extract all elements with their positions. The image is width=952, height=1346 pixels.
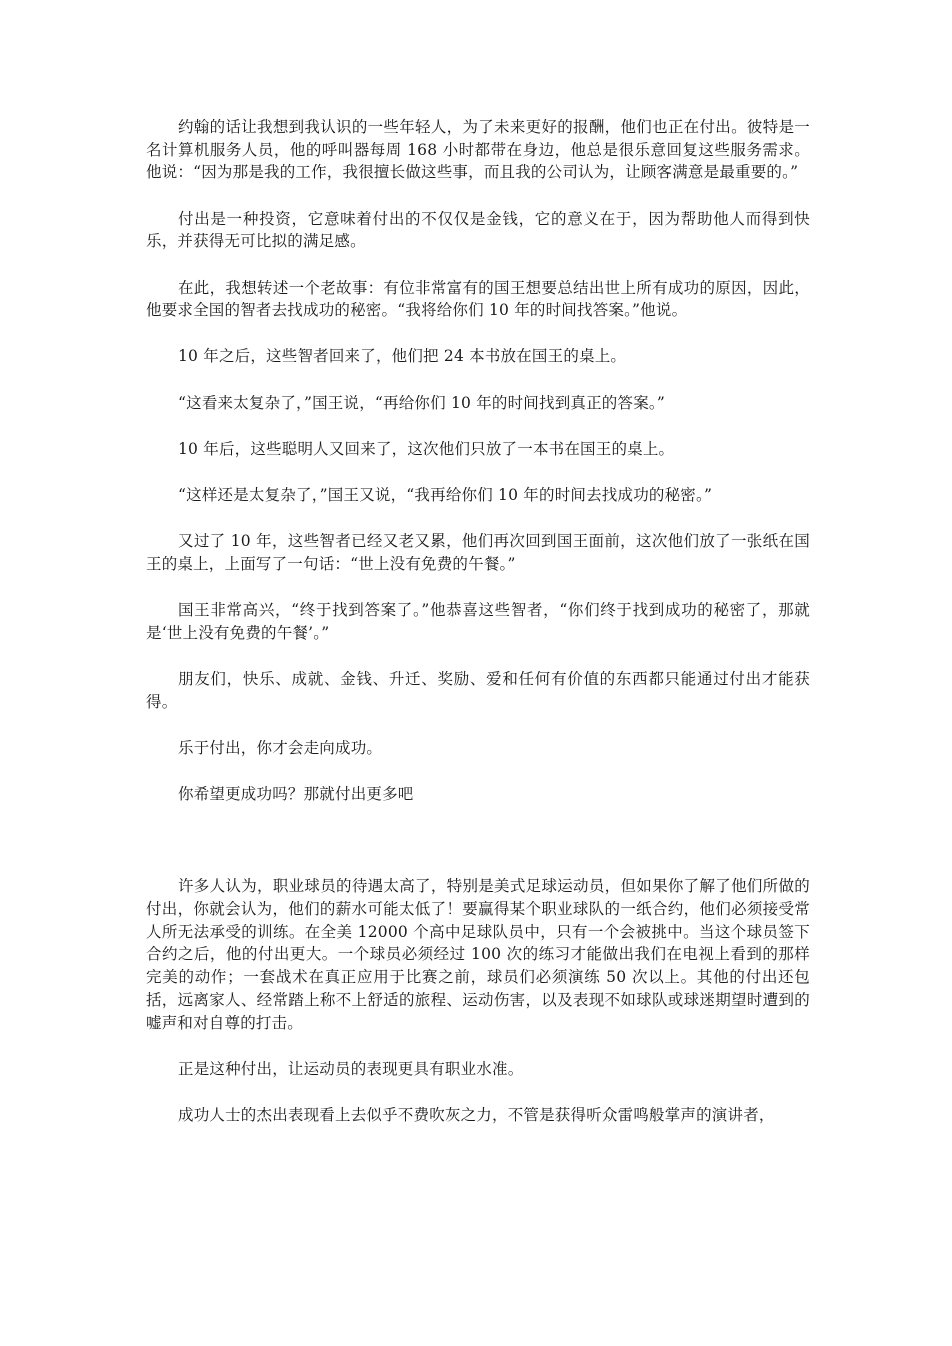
paragraph: “这样还是太复杂了，”国王又说，“我再给你们 10 年的时间去找成功的秘密。”	[178, 486, 713, 505]
paragraph: 10 年后，这些聪明人又回来了，这次他们只放了一本书在国王的桌上。	[178, 439, 675, 458]
paragraph: 你希望更成功吗？那就付出更多吧	[178, 785, 414, 804]
paragraph: 在此，我想转述一个老故事：有位非常富有的国王想要总结出世上所有成功的原因，因此，他要求全国的智者去找成功的秘密。“我将给你们 10 年的时间找答案。”他说。	[146, 278, 810, 320]
paragraph: 10 年之后，这些智者回来了，他们把 24 本书放在国王的桌上。	[178, 347, 627, 366]
paragraph: 正是这种付出，让运动员的表现更具有职业水准。	[178, 1059, 524, 1078]
paragraph: 约翰的话让我想到我认识的一些年轻人，为了未来更好的报酬，他们也正在付出。彼特是一名计算机服务人员，他的呼叫器每周 168 小时都带在身边，他总是很乐意回复这些服务需求。他说：“因为那是我的工作，我很擅长做这些事，而且我的公司认为，让顾客满意是最重要的。”	[146, 118, 810, 182]
paragraph: 朋友们，快乐、成就、金钱、升迁、奖励、爱和任何有价值的东西都只能通过付出才能获得。	[146, 670, 810, 711]
paragraph: 许多人认为，职业球员的待遇太高了，特别是美式足球运动员，但如果你了解了他们所做的付出，你就会认为，他们的薪水可能太低了！要赢得某个职业球队的一纸合约，他们必须接受常人所无法承受的训练。在全美 12000 个高中足球队员中，只有一个会被挑中。当这个球员签下合约之后，他的付出更大。一个球员必须经过 100 次的练习才能做出我们在电视上看到的那样完美的动作；一套战术在真正应用于比赛之前，球员们必须演练 50 次以上。其他的付出还包括，远离家人、经常踏上称不上舒适的旅程、运动伤害，以及表现不如球队或球迷期望时遭到的嘘声和对自尊的打击。	[146, 877, 810, 1032]
paragraph: “这看来太复杂了，”国王说，“再给你们 10 年的时间找到真正的答案。”	[178, 393, 665, 412]
paragraph: 成功人士的杰出表现看上去似乎不费吹灰之力，不管是获得听众雷鸣般掌声的演讲者，	[178, 1105, 775, 1124]
paragraph: 国王非常高兴，“终于找到答案了。”他恭喜这些智者，“你们终于找到成功的秘密了，那就是‘世上没有免费的午餐’。”	[146, 601, 810, 642]
document-body	[146, 116, 810, 1150]
paragraph: 付出是一种投资，它意味着付出的不仅仅是金钱，它的意义在于，因为帮助他人而得到快乐，并获得无可比拟的满足感。	[146, 209, 810, 251]
paragraph: 又过了 10 年，这些智者已经又老又累，他们再次回到国王面前，这次他们放了一张纸在国王的桌上，上面写了一句话：“世上没有免费的午餐。”	[146, 532, 810, 573]
paragraph: 乐于付出，你才会走向成功。	[178, 738, 383, 757]
section-spacer	[146, 829, 810, 875]
